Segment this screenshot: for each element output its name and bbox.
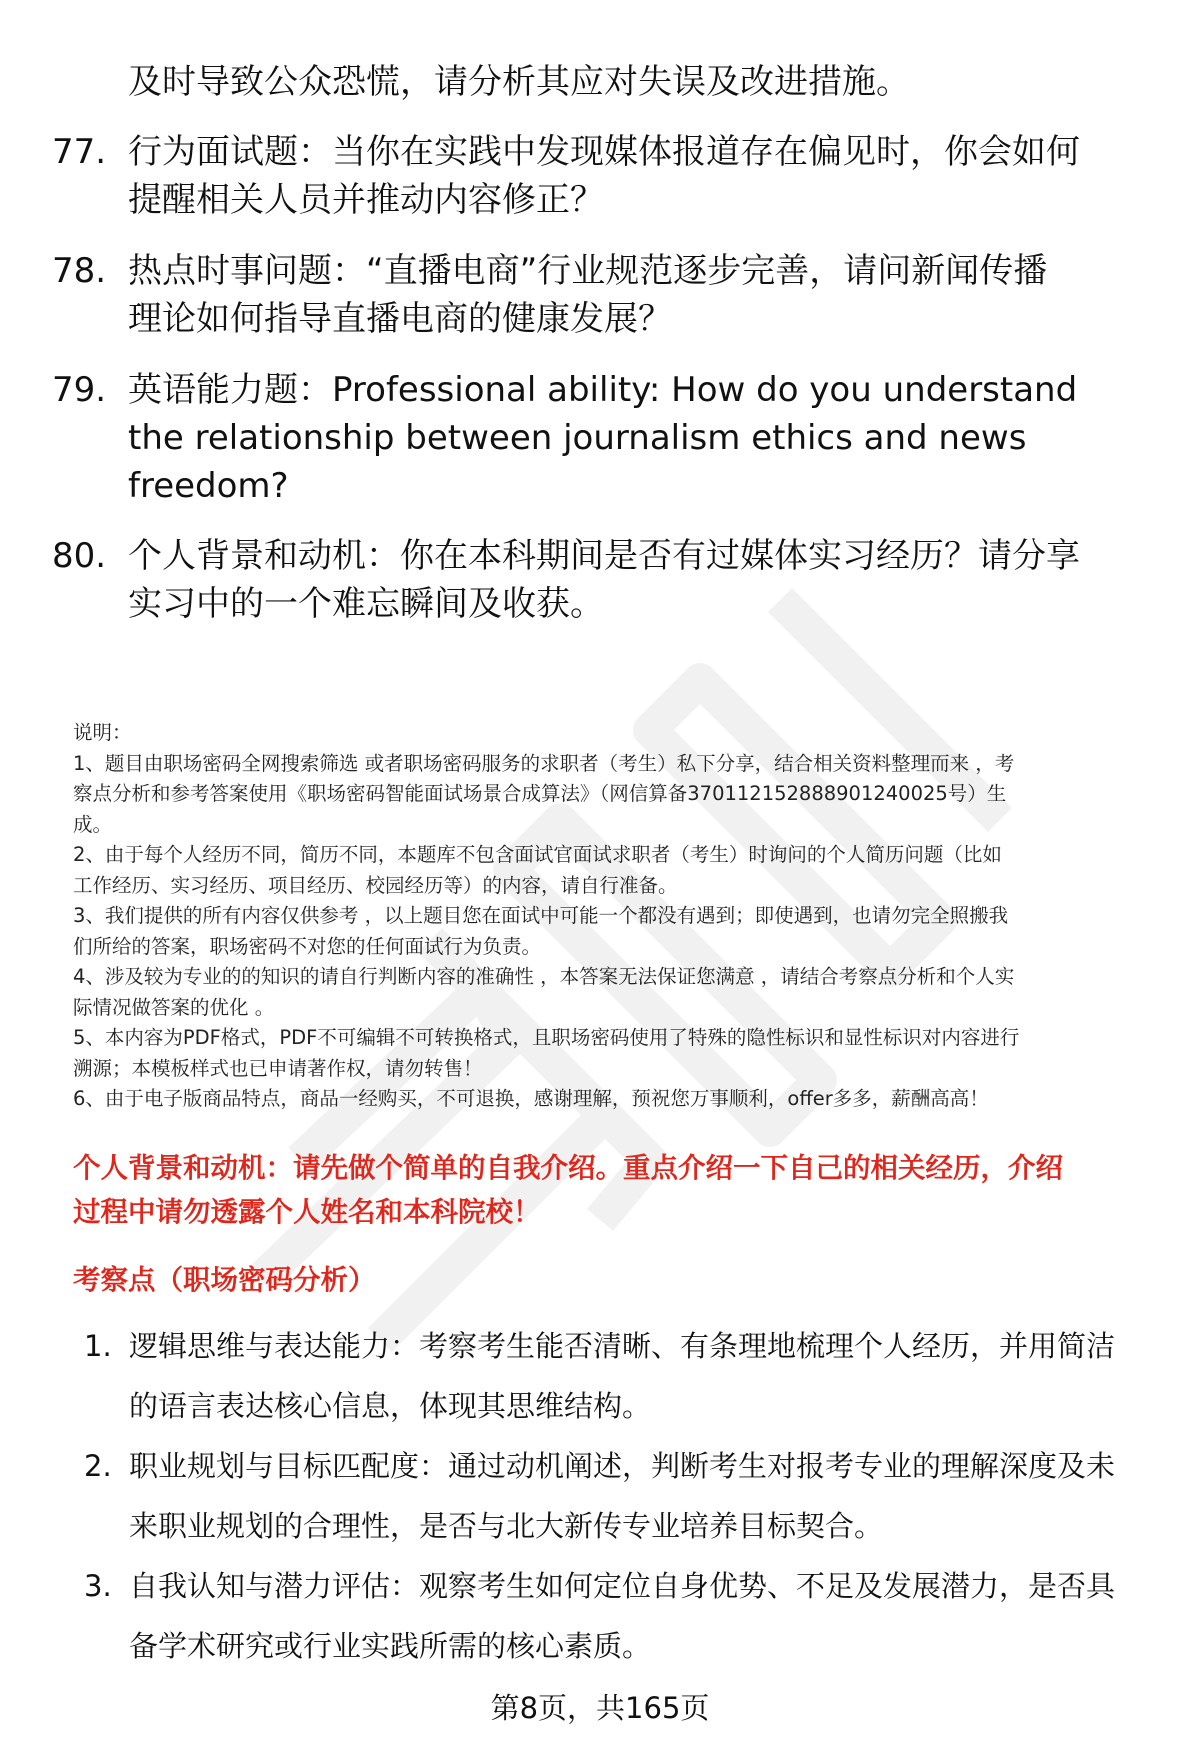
question-line: 热点时事问题：“直播电商”行业规范逐步完善，请问新闻传播 [128,251,1048,291]
question-line: 理论如何指导直播电商的健康发展？ [128,299,672,339]
question-text [128,366,1158,510]
point-line: 职业规划与目标匹配度：通过动机阐述，判断考生对报考专业的理解深度及未 [129,1449,1116,1483]
question-line: freedom? [128,466,289,506]
point-number: 1. [84,1329,112,1363]
notes-line: 5、本内容为PDF格式，PDF不可编辑不可转换格式，且职场密码使用了特殊的隐性标识和显性标识对内容进行 [73,1026,1020,1049]
page-number-footer: 第8页，共165页 [490,1691,710,1725]
question-number: 77. [52,132,107,172]
point-line: 自我认知与潜力评估：观察考生如何定位自身优势、不足及发展潜力，是否具 [129,1569,1116,1603]
notes-line: 际情况做答案的优化 。 [73,995,275,1019]
point-text [129,1436,1164,1556]
point-number: 3. [84,1569,112,1603]
highlighted-question-line: 过程中请勿透露个人姓名和本科院校！ [73,1196,541,1228]
point-line: 逻辑思维与表达能力：考察考生能否清晰、有条理地梳理个人经历，并用简洁 [129,1329,1116,1363]
question-number: 78. [52,251,107,291]
notes-line: 说明： [73,721,132,744]
point-line: 备学术研究或行业实践所需的核心素质。 [129,1629,652,1663]
notes-line: 3、我们提供的所有内容仅供参考 ，以上题目您在面试中可能一个都没有遇到；即使遇到，也请勿完全照搬我 [73,904,1009,927]
disclaimer-notes [73,718,1163,1115]
question-line: 实习中的一个难忘瞬间及收获。 [128,584,604,624]
point-text [129,1316,1164,1436]
question-text [128,532,1158,628]
question-line: the relationship between journalism ethics and news [128,418,1027,458]
question-line: 个人背景和动机：你在本科期间是否有过媒体实习经历？请分享 [128,536,1080,576]
point-line: 来职业规划的合理性，是否与北大新传专业培养目标契合。 [129,1509,884,1543]
question-number: 80. [52,536,107,576]
highlighted-question-line: 个人背景和动机：请先做个简单的自我介绍。重点介绍一下自己的相关经历，介绍 [73,1152,1063,1184]
notes-line: 溯源；本模板样式也已申请著作权，请勿转售！ [73,1056,483,1080]
question-line: 提醒相关人员并推动内容修正？ [128,180,604,220]
notes-line: 工作经历、实习经历、项目经历、校园经历等）的内容，请自行准备。 [73,873,678,897]
notes-line: 成。 [73,812,113,836]
question-text [128,128,1158,224]
notes-line: 4、涉及较为专业的的知识的请自行判断内容的准确性 ，本答案无法保证您满意 ，请结合考察点分析和个人实 [73,965,1015,988]
notes-line: 们所给的答案，职场密码不对您的任何面试行为负责。 [73,934,542,958]
question-line: 英语能力题：Professional ability: How do you understand [128,370,1078,410]
notes-line: 2、由于每个人经历不同，简历不同，本题库不包含面试官面试求职者（考生）时询问的个人简历问题（比如 [73,843,1002,866]
notes-line: 1、题目由职场密码全网搜索筛选 或者职场密码服务的求职者（考生）私下分享，结合相关资料整理而来 ，考 [73,751,1015,775]
question-continuation: 及时导致公众恐慌，请分析其应对失误及改进措施。 [128,62,910,102]
point-number: 2. [84,1449,112,1483]
question-text [128,247,1158,343]
question-number: 79. [52,370,107,410]
question-line: 行为面试题：当你在实践中发现媒体报道存在偏见时，你会如何 [128,132,1080,172]
notes-line: 6、由于电子版商品特点，商品一经购买，不可退换，感谢理解，预祝您万事顺利，offer多多，薪酬高高！ [73,1087,989,1110]
highlighted-question [73,1146,1173,1234]
point-line: 的语言表达核心信息，体现其思维结构。 [129,1389,652,1423]
analysis-heading: 考察点（职场密码分析） [73,1264,376,1296]
point-text [129,1556,1164,1676]
notes-line: 察点分析和参考答案使用《职场密码智能面试场景合成算法》（网信算备370112152888901240025号）生 [73,782,1007,805]
